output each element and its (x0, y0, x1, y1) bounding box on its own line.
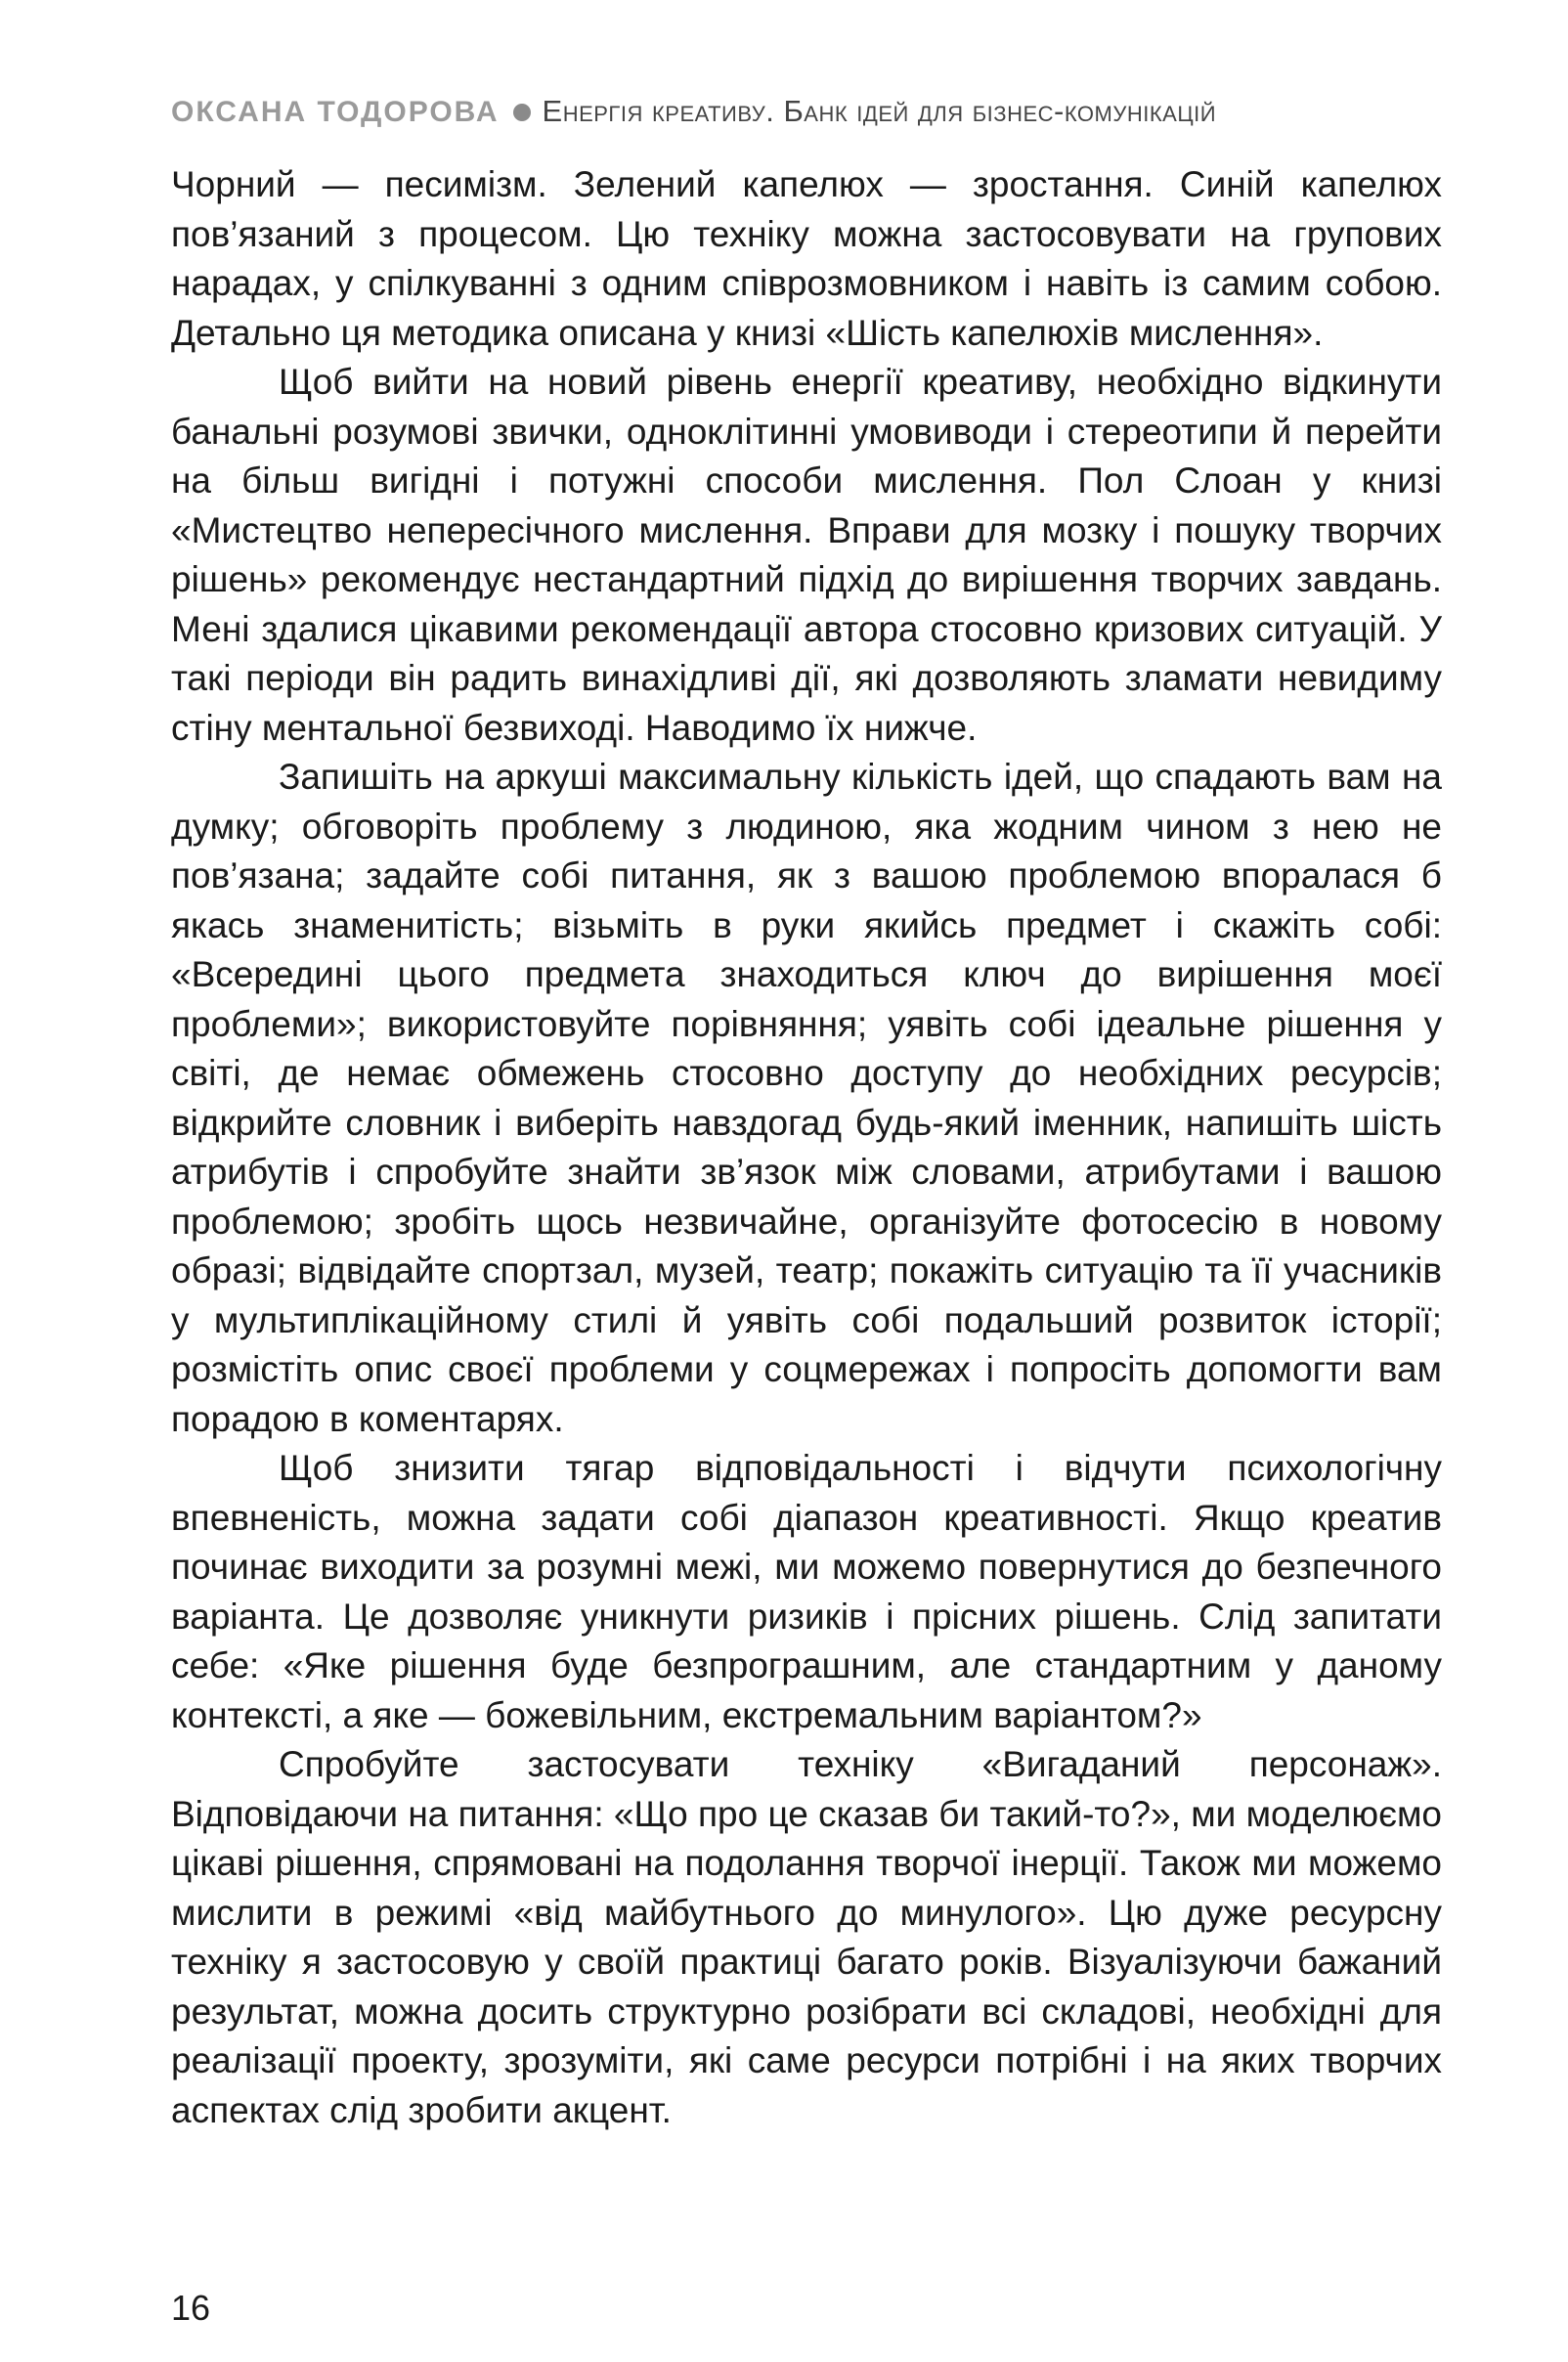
paragraph: Щоб знизити тягар відповідальності і відчути психологічну впевненість, можна задати собі діапазон креативності. Якщо креатив починає виходити за розумні межі, ми можемо повернутися до безпечного варіанта. Це дозволяє уникнути ризиків і прісних рішень. Слід запитати себе: «Яке рішення буде безпрограшним, але стандартним у даному контексті, а яке — божевільним, екстремальним варіантом?» (171, 1448, 1442, 1735)
paragraph: Щоб вийти на новий рівень енергії креативу, необхідно відкинути банальні розумові звички, одноклітинні умовиводи і стереотипи й перейти на більш вигідні і потужні способи мислення. Пол Слоан у книзі «Мистецтво непересічного мислення. Вправи для мозку і пошуку творчих рішень» рекомендує нестандартний підхід до вирішення творчих завдань. Мені здалися цікавими рекомендації автора стосовно кризових ситуацій. У такі періоди він радить винахідливі дії, які дозволяють зламати невидиму стіну ментальної безвиході. Наводимо їх нижче. (171, 362, 1442, 748)
paragraph: Запишіть на аркуші максимальну кількість ідей, що спадають вам на думку; обговоріть проблему з людиною, яка жодним чином з нею не пов’язана; задайте собі питання, як з вашою проблемою впоралася б якась знаменитість; візьміть в руки якийсь предмет і скажіть собі: «Всередині цього предмета знаходиться ключ до вирішення моєї проблеми»; використовуйте порівняння; уявіть собі ідеальне рішення у світі, де немає обмежень стосовно доступу до необхідних ресурсів; відкрийте словник і виберіть навздогад будь-який іменник, напишіть шість атрибутів і спробуйте знайти зв’язок між словами, атрибутами і вашою проблемою; зробіть щось незвичайне, організуйте фотосесію в новому образі; відвідайте спортзал, музей, театр; покажіть ситуацію та її учасників у мультиплікаційному стилі й уявіть собі подальший розвиток історії; розмістіть опис своєї проблеми у соцмережах і попросіть допомогти вам порадою в коментарях. (171, 757, 1442, 1439)
paragraph: Чорний — песимізм. Зелений капелюх — зростання. Синій капелюх пов’язаний з процесом. Цю техніку можна застосовувати на групових нарадах, у спілкуванні з одним співрозмовником і навіть із самим собою. Детально ця методика описана у книзі «Шість капелюхів мислення». (171, 164, 1442, 353)
running-header (171, 94, 1216, 129)
header-author: ОКСАНА ТОДОРОВА (171, 96, 500, 128)
page-number: 16 (171, 2288, 211, 2328)
bullet-dot-icon (513, 104, 531, 121)
body-text (171, 160, 1442, 2135)
header-book-title: Енергія креативу. Банк ідей для бізнес-комунікацій (542, 94, 1217, 128)
paragraph: Спробуйте застосувати техніку «Вигаданий персонаж». Відповідаючи на питання: «Що про це сказав би такий-то?», ми моделюємо цікаві рішення, спрямовані на подолання творчої інерції. Також ми можемо мислити в режимі «від майбутнього до минулого». Цю дуже ресурсну техніку я застосовую у своїй практиці багато років. Візуалізуючи бажаний результат, можна досить структурно розібрати всі складові, необхідні для реалізації проекту, зрозуміти, які саме ресурси потрібні і на яких творчих аспектах слід зробити акцент. (171, 1744, 1442, 2130)
